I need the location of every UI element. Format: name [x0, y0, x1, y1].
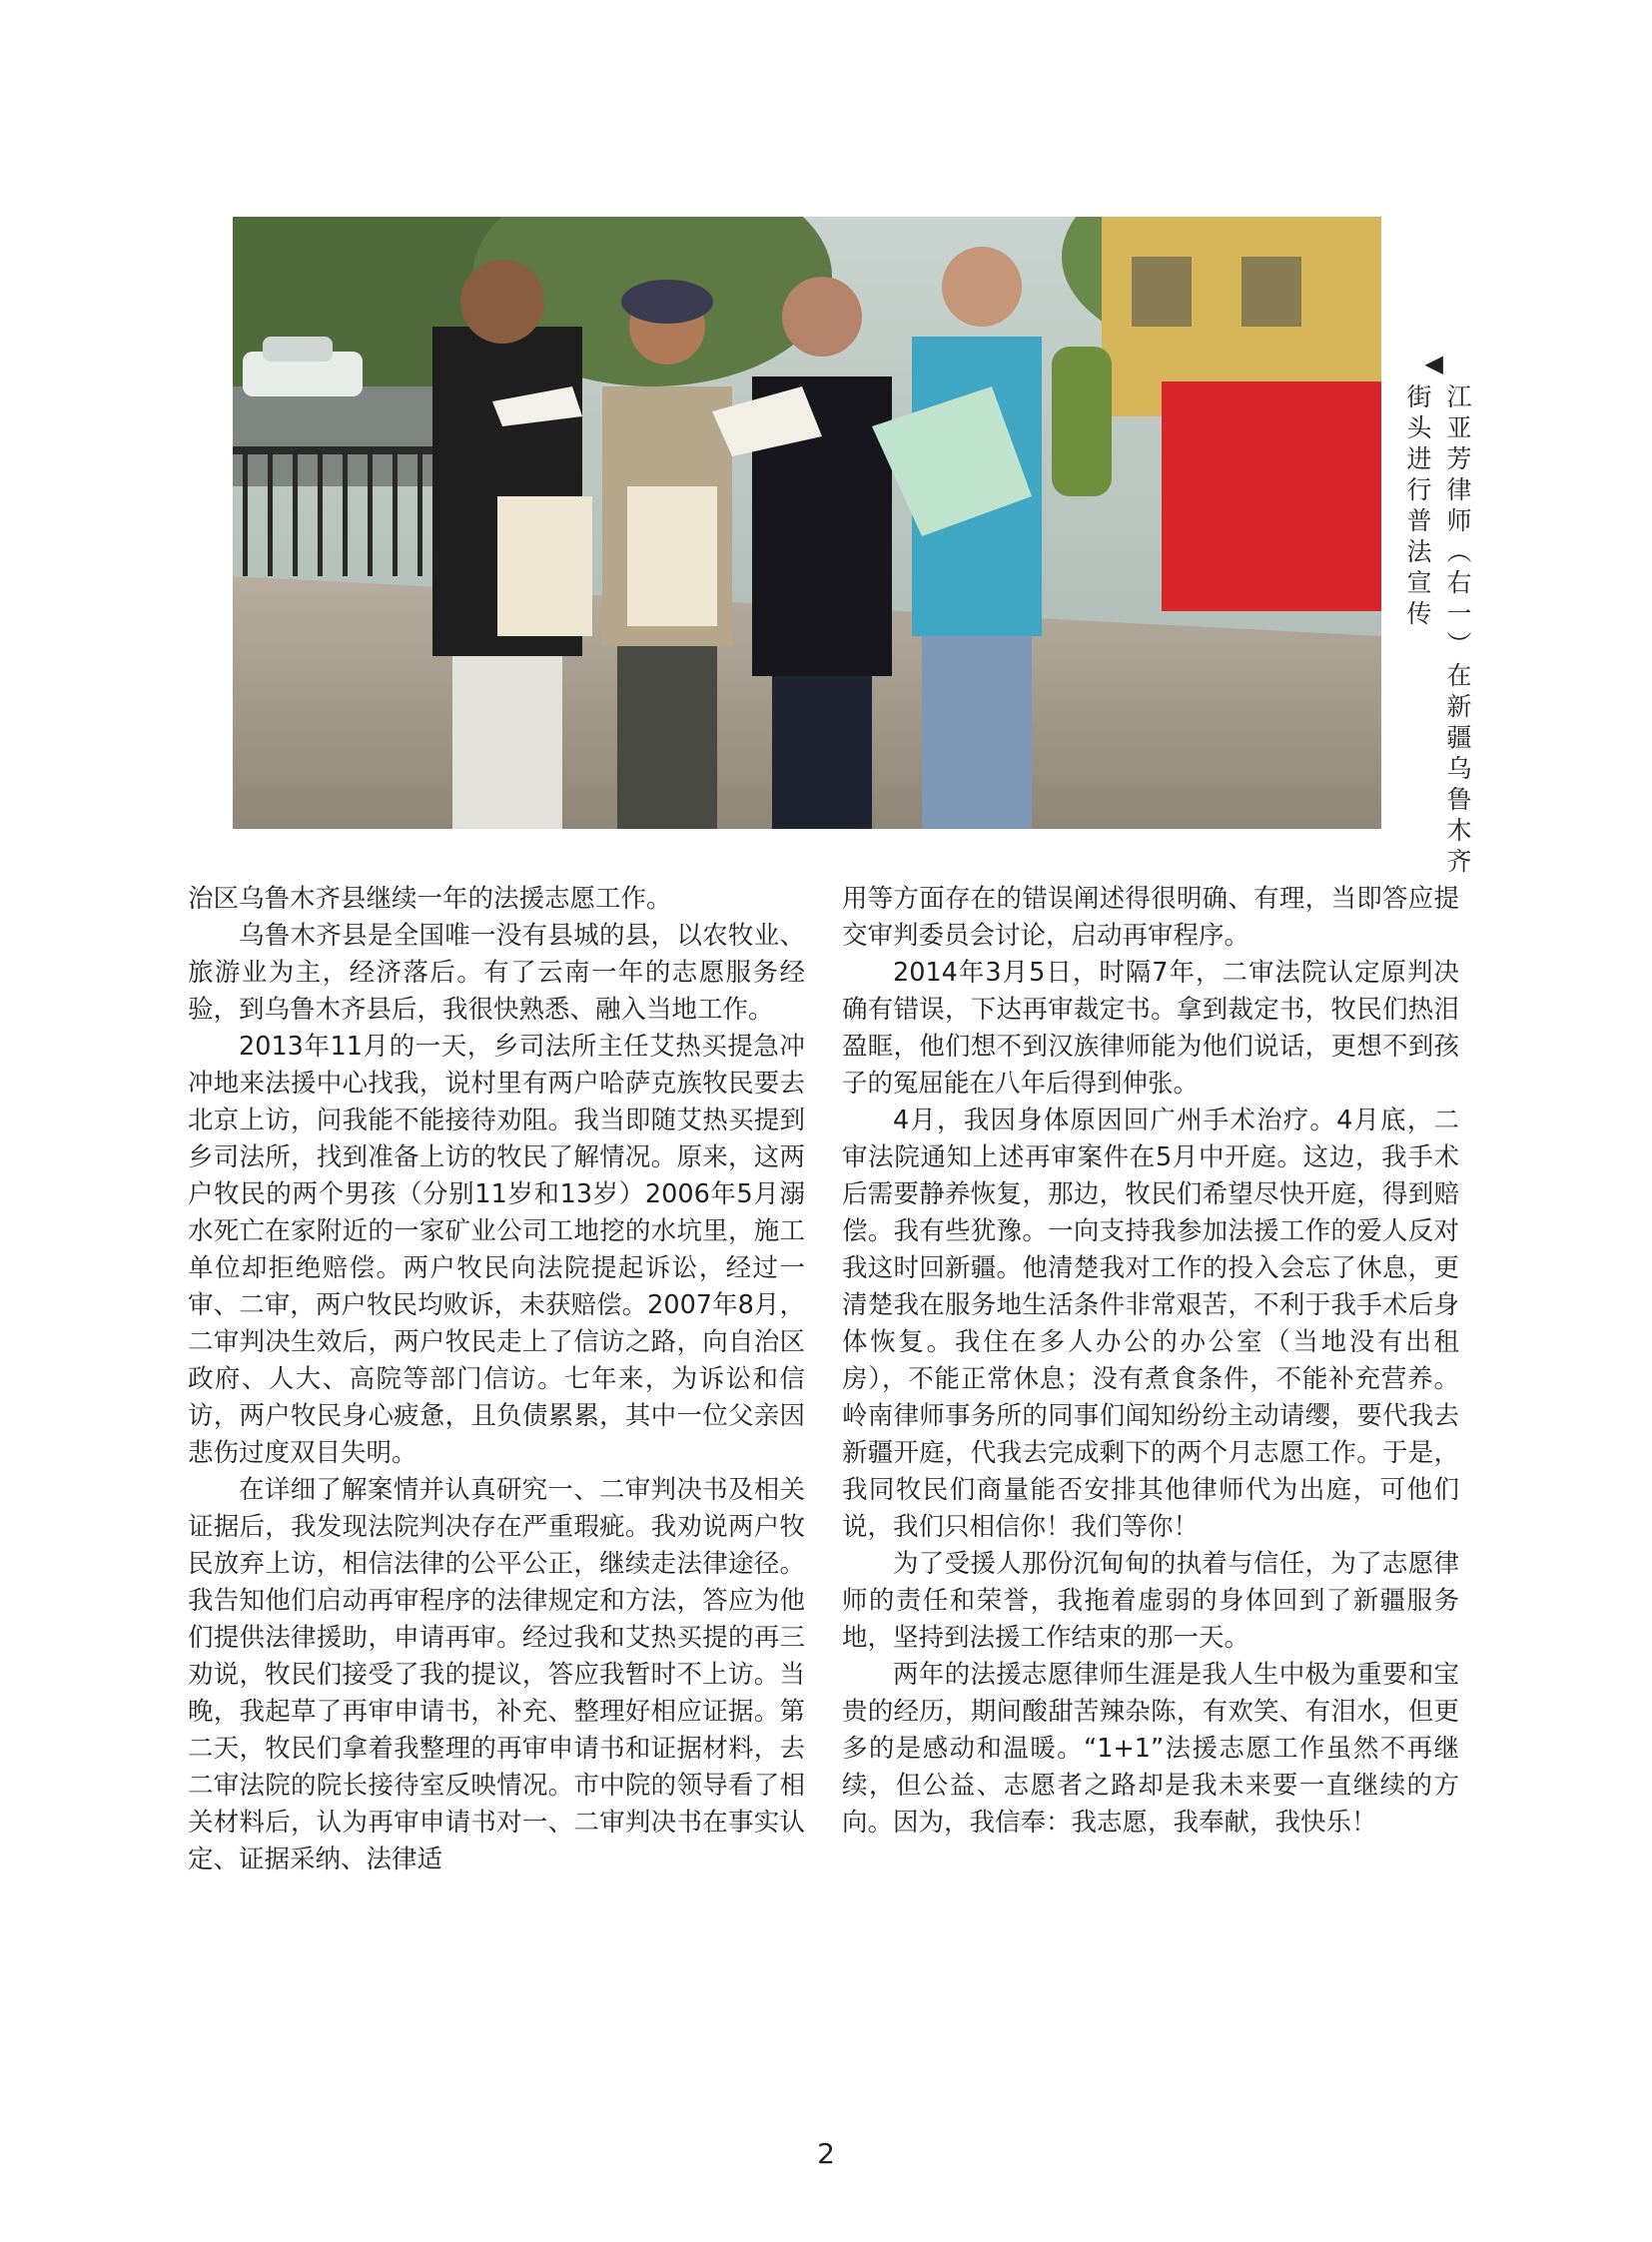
paragraph: 4月，我因身体原因回广州手术治疗。4月底，二审法院通知上述再审案件在5月中开庭。这边，我手术后需要静养恢复，那边，牧民们希望尽快开庭，得到赔偿。我有些犹豫。一向支持我参加法援工作的爱人反对我这时回新疆。他清楚我对工作的投入会忘了休息，更清楚我在服务地生活条件非常艰苦，不利于我手术后身体恢复。我住在多人办公的办公室（当地没有出租房），不能正常休息；没有煮食条件，不能补充营养。岭南律师事务所的同事们闻知纷纷主动请缨，要代我去新疆开庭，代我去完成剩下的两个月志愿工作。于是，我同牧民们商量能否安排其他律师代为出庭，可他们说，我们只相信你！我们等你！	[842, 1106, 1459, 1542]
paragraph: 治区乌鲁木齐县继续一年的法援志愿工作。	[188, 884, 672, 914]
paragraph: 在详细了解案情并认真研究一、二审判决书及相关证据后，我发现法院判决存在严重瑕疵。我劝说两户牧民放弃上访，相信法律的公平公正，继续走法律途径。我告知他们启动再审程序的法律规定和方法，答应为他们提供法律援助，申请再审。经过我和艾热买提的再三劝说，牧民们接受了我的提议，答应我暂时不上访。当晚，我起草了再审申请书，补充、整理好相应证据。第二天，牧民们拿着我整理的再审申请书和证据材料，去二审法院的院长接待室反映情况。市中院的领导看了相关材料后，认为再审申请书对一、二审判决书在事实认定、证据采纳、法律适	[188, 1475, 805, 1874]
paragraph: 两年的法援志愿律师生涯是我人生中极为重要和宝贵的经历，期间酸甜苦辣杂陈，有欢笑、有泪水，但更多的是感动和温暖。“1+1”法援志愿工作虽然不再继续，但公益、志愿者之路却是我未来要一直继续的方向。因为，我信奉：我志愿，我奉献，我快乐！	[842, 1660, 1459, 1838]
street-photo	[233, 217, 1381, 829]
paragraph: 用等方面存在的错误阐述得很明确、有理，当即答应提交审判委员会讨论，启动再审程序。	[842, 884, 1459, 951]
right-text-column	[842, 881, 1459, 1842]
paragraph: 2014年3月5日，时隔7年，二审法院认定原判决确有错误，下达再审裁定书。拿到裁定书，牧民们热泪盈眶，他们想不到汉族律师能为他们说话，更想不到孩子的冤屈能在八年后得到伸张。	[842, 958, 1459, 1099]
paragraph: 乌鲁木齐县是全国唯一没有县城的县，以农牧业、旅游业为主，经济落后。有了云南一年的志愿服务经验，到乌鲁木齐县后，我很快熟悉、融入当地工作。	[188, 921, 805, 1025]
left-text-column	[188, 881, 805, 1878]
paragraph: 2013年11月的一天，乡司法所主任艾热买提急冲冲地来法援中心找我，说村里有两户哈萨克族牧民要去北京上访，问我能不能接待劝阻。我当即随艾热买提到乡司法所，找到准备上访的牧民了解情况。原来，这两户牧民的两个男孩（分别11岁和13岁）2006年5月溺水死亡在家附近的一家矿业公司工地挖的水坑里，施工单位却拒绝赔偿。两户牧民向法院提起诉讼，经过一审、二审，两户牧民均败诉，未获赔偿。2007年8月，二审判决生效后，两户牧民走上了信访之路，向自治区政府、人大、高院等部门信访。七年来，为诉讼和信访，两户牧民身心疲惫，且负债累累，其中一位父亲因悲伤过度双目失明。	[188, 1032, 805, 1468]
caption-line-1: 江亚芳律师（右一）在新疆乌鲁木齐	[1443, 383, 1472, 879]
caption-line-2: 街头进行普法宣传	[1403, 383, 1432, 631]
paragraph: 为了受援人那份沉甸甸的执着与信任，为了志愿律师的责任和荣誉，我拖着虚弱的身体回到了新疆服务地，坚持到法援工作结束的那一天。	[842, 1549, 1459, 1653]
photo-caption	[1383, 350, 1473, 879]
caption-triangle-icon: ◀	[1424, 350, 1443, 377]
photo-illustration	[233, 217, 1381, 829]
page-number: 2	[817, 2137, 835, 2170]
